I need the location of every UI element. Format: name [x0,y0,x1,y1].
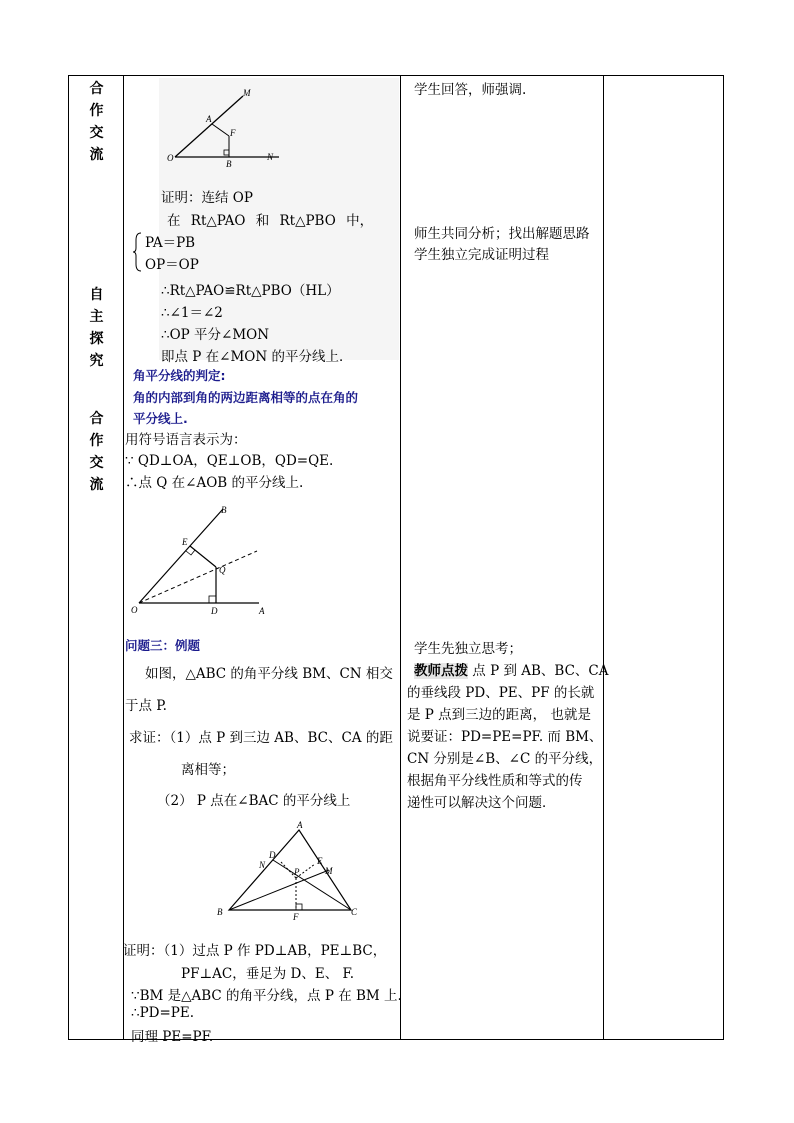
figure-angle-mon [165,84,385,179]
side-label-cooperate-top: 合作交流 [89,81,104,163]
example-line3: 求证：（1）点 P 到三边 AB、BC、CA 的距 [129,730,393,746]
example-line5: （2） P 点在∠BAC 的平分线上 [157,793,351,809]
note-hint-line3: 是 P 点到三边的距离， 也就是 [407,707,591,723]
figure-triangle-abc [215,818,365,923]
proof1-line1: 证明：连结 OP [161,190,253,206]
svg-text:A: A [259,606,265,616]
note-hint-line6: 根据角平分线性质和等式的传 [407,773,583,789]
lesson-table [68,75,724,1045]
svg-text:C: C [351,907,358,917]
proof2-line2: PF⊥AC，垂足为 D、E、 F. [181,966,355,982]
note-hint-line5: CN 分别是∠B、∠C 的平分线， [407,751,603,767]
note-hint-line1: 教师点拨 点 P 到 AB、BC、CA [414,663,609,679]
svg-text:N: N [267,152,274,162]
column-divider [603,76,604,1039]
theorem-title: 角平分线的判定: [133,368,226,383]
brace-icon [133,232,143,272]
svg-text:B: B [221,505,227,515]
proof1-cond1: PA＝PB [145,235,196,251]
example-line4: 离相等； [181,762,235,778]
svg-text:D: D [269,850,276,860]
svg-text:O: O [167,153,174,163]
note-analysis-1: 师生共同分析；找出解题思路 [414,226,590,242]
side-label-cooperate-lower: 合作交流 [89,411,104,493]
svg-text:M: M [243,88,251,98]
proof1-line4: ∴∠1＝∠2 [161,305,223,321]
figure-angle-aob [127,501,277,616]
svg-text:E: E [182,537,188,547]
svg-text:F: F [293,912,299,922]
theorem-line1: 角的内部到角的两边距离相等的点在角的 [133,390,359,405]
proof2-line3: ∵BM 是△ABC 的角平分线，点 P 在 BM 上. [131,988,402,1004]
proof2-line4: ∴PD=PE. [131,1005,195,1021]
svg-text:Q: Q [219,565,226,575]
symbolic-line1: 用符号语言表示为： [125,432,247,448]
proof1-line5: ∴OP 平分∠MON [161,327,270,343]
svg-text:D: D [211,606,218,616]
theorem-line2: 平分线上. [133,411,188,426]
proof2-line1: 证明：（1）过点 P 作 PD⊥AB，PE⊥BC， [123,943,387,959]
side-label-explore: 自主探究 [89,287,104,369]
symbolic-line2: ∵ QD⊥OA，QE⊥OB，QD=QE. [125,453,334,469]
column-divider [400,76,401,1039]
note-hint-line7: 递性可以解决这个问题． [407,795,556,811]
example-line2: 于点 P. [125,698,167,714]
proof2-line5: 同理 PE=PF. [131,1029,214,1045]
note-think: 学生先独立思考； [414,641,522,657]
svg-text:E: E [317,856,323,866]
svg-text:M: M [325,866,333,876]
column-divider [123,76,124,1039]
svg-text:O: O [131,605,138,615]
proof1-line2: 在 Rt△PAO 和 Rt△PBO 中， [167,213,374,229]
note-hint-line2: 的垂线段 PD、PE、PF 的长就 [407,685,595,701]
svg-text:B: B [226,159,232,169]
symbolic-line3: ∴点 Q 在∠AOB 的平分线上. [125,475,304,491]
proof1-line6: 即点 P 在∠MON 的平分线上． [161,349,353,365]
svg-text:N: N [259,860,266,870]
example-line1: 如图，△ABC 的角平分线 BM、CN 相交 [145,666,393,682]
proof1-cond2: OP＝OP [145,257,199,273]
svg-text:F: F [230,128,236,138]
svg-text:P: P [294,867,300,877]
svg-text:B: B [217,907,223,917]
svg-text:A: A [206,114,212,124]
proof1-line3: ∴Rt△PAO≌Rt△PBO（HL） [161,283,340,299]
teacher-hint-tag: 教师点拨 [414,663,468,679]
note-analysis-2: 学生独立完成证明过程 [414,247,549,263]
example-title: 问题三：例题 [125,638,201,653]
svg-text:A: A [297,820,303,830]
note-hint-line4: 说要证：PD=PE=PF. 而 BM、 [407,729,603,745]
note-student-answer: 学生回答，师强调. [414,82,527,98]
